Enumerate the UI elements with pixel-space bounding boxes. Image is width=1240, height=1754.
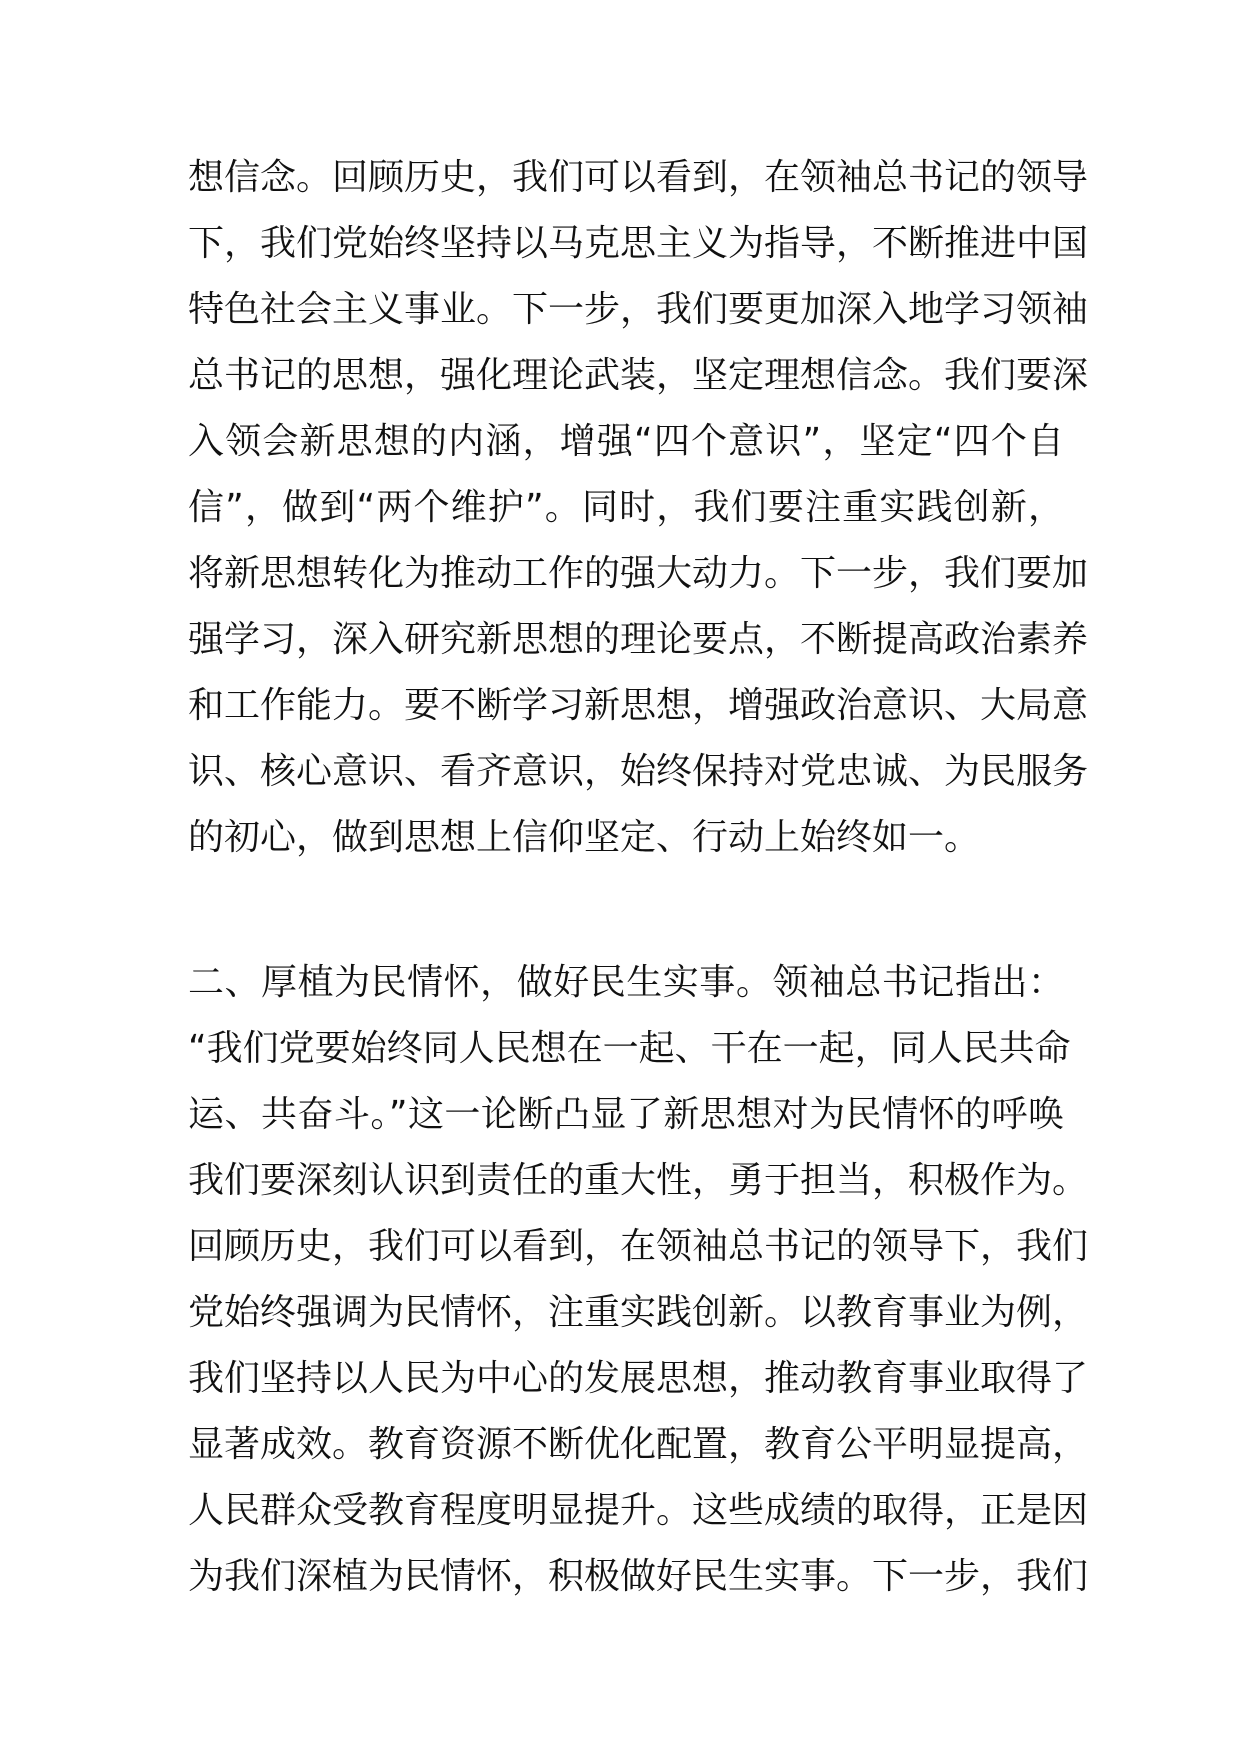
text-line: 下，我们党始终坚持以马克思主义为指导，不断推进中国 bbox=[188, 223, 1089, 264]
text-line: 我们要深刻认识到责任的重大性，勇于担当，积极作为。 bbox=[188, 1160, 1089, 1201]
text-line: 运、共奋斗。”这一论断凸显了新思想对为民情怀的呼唤 bbox=[188, 1094, 1064, 1135]
text-line: 想信念。回顾历史，我们可以看到，在领袖总书记的领导 bbox=[188, 157, 1089, 198]
text-line: 和工作能力。要不断学习新思想，增强政治意识、大局意 bbox=[188, 685, 1089, 726]
text-line: 入领会新思想的内涵，增强“四个意识”，坚定“四个自 bbox=[188, 421, 1064, 462]
text-line: 为我们深植为民情怀，积极做好民生实事。下一步，我们 bbox=[188, 1556, 1089, 1597]
text-line: 人民群众受教育程度明显提升。这些成绩的取得，正是因 bbox=[188, 1490, 1089, 1531]
text-line: 党始终强调为民情怀，注重实践创新。以教育事业为例， bbox=[188, 1292, 1089, 1333]
text-line: 将新思想转化为推动工作的强大动力。下一步，我们要加 bbox=[188, 553, 1089, 594]
text-line: 二、厚植为民情怀，做好民生实事。领袖总书记指出： bbox=[188, 962, 1064, 1003]
text-line: 显著成效。教育资源不断优化配置，教育公平明显提高， bbox=[188, 1424, 1089, 1465]
text-line: 信”，做到“两个维护”。同时，我们要注重实践创新， bbox=[188, 487, 1064, 528]
text-line: 的初心，做到思想上信仰坚定、行动上始终如一。 bbox=[188, 817, 981, 858]
text-line: “我们党要始终同人民想在一起、干在一起，同人民共命 bbox=[188, 1028, 1071, 1069]
text-line: 我们坚持以人民为中心的发展思想，推动教育事业取得了 bbox=[188, 1358, 1089, 1399]
text-line: 总书记的思想，强化理论武装，坚定理想信念。我们要深 bbox=[188, 355, 1089, 396]
text-line: 识、核心意识、看齐意识，始终保持对党忠诚、为民服务 bbox=[188, 751, 1089, 792]
text-line: 强学习，深入研究新思想的理论要点，不断提高政治素养 bbox=[188, 619, 1089, 660]
text-line: 特色社会主义事业。下一步，我们要更加深入地学习领袖 bbox=[188, 289, 1089, 330]
text-line: 回顾历史，我们可以看到，在领袖总书记的领导下，我们 bbox=[188, 1226, 1089, 1267]
